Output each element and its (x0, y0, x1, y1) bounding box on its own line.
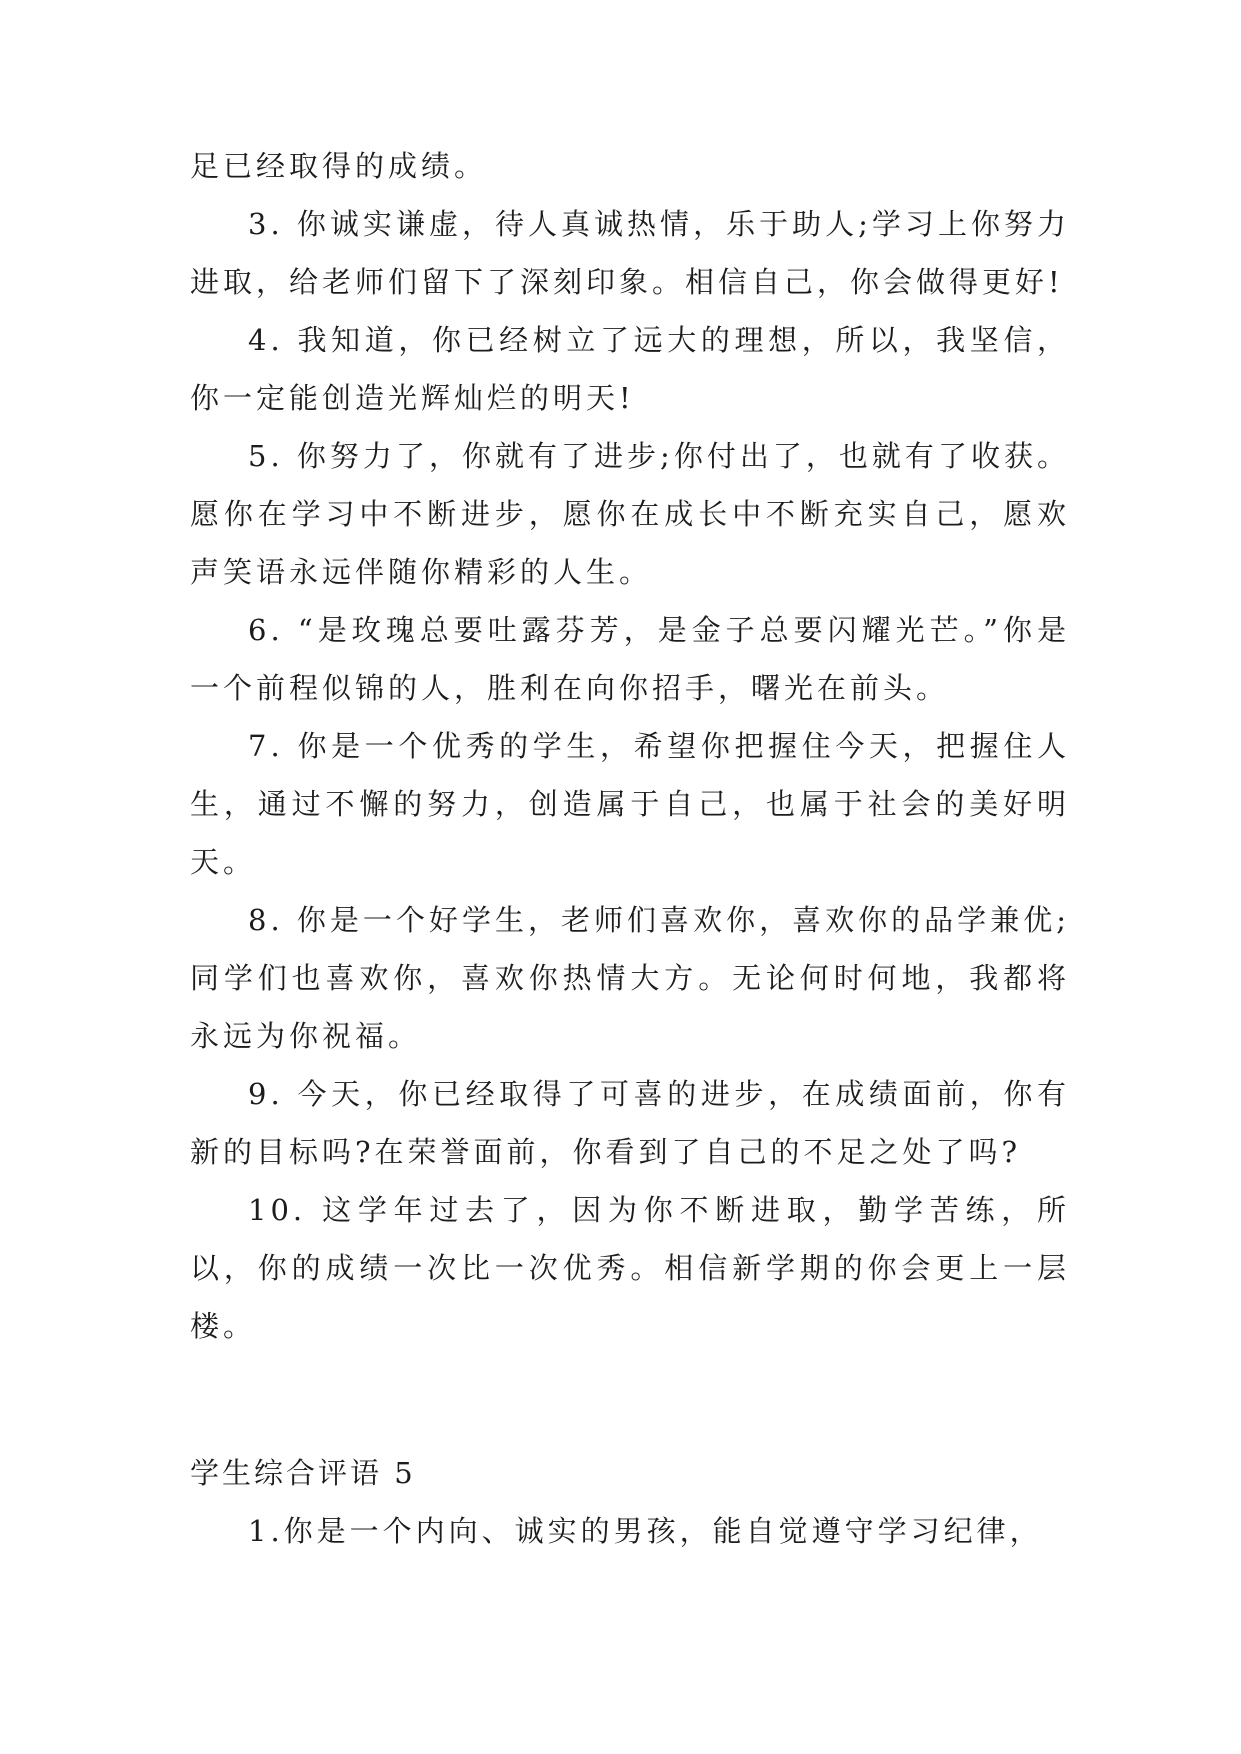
paragraph-item-5: 5. 你努力了，你就有了进步;你付出了，也就有了收获。愿你在学习中不断进步，愿你在成长中不断充实自己，愿欢声笑语永远伴随你精彩的人生。 (190, 439, 1070, 589)
body-text (190, 137, 1070, 1355)
section-body-text (190, 1502, 1070, 1560)
section-paragraph-item-1: 1.你是一个内向、诚实的男孩，能自觉遵守学习纪律， (248, 1514, 1043, 1548)
paragraph-item-3: 3. 你诚实谦虚，待人真诚热情，乐于助人;学习上你努力进取，给老师们留下了深刻印象。相信自己，你会做得更好! (190, 207, 1070, 299)
paragraph-continuation: 足已经取得的成绩。 (190, 149, 488, 183)
paragraph-item-10: 10. 这学年过去了，因为你不断进取，勤学苦练，所以，你的成绩一次比一次优秀。相信新学期的你会更上一层楼。 (190, 1193, 1070, 1343)
paragraph-item-9: 9. 今天，你已经取得了可喜的进步，在成绩面前，你有新的目标吗?在荣誉面前，你看到了自己的不足之处了吗? (190, 1077, 1070, 1169)
paragraph-item-7: 7. 你是一个优秀的学生，希望你把握住今天，把握住人生，通过不懈的努力，创造属于自己，也属于社会的美好明天。 (190, 729, 1070, 879)
paragraph-item-6: 6. “是玫瑰总要吐露芬芳，是金子总要闪耀光芒。”你是一个前程似锦的人，胜利在向你招手，曙光在前头。 (190, 613, 1070, 705)
section-heading: 学生综合评语 5 (190, 1456, 416, 1490)
paragraph-item-4: 4. 我知道，你已经树立了远大的理想，所以，我坚信，你一定能创造光辉灿烂的明天! (190, 323, 1070, 415)
paragraph-item-8: 8. 你是一个好学生，老师们喜欢你，喜欢你的品学兼优;同学们也喜欢你，喜欢你热情大方。无论何时何地，我都将永远为你祝福。 (190, 903, 1070, 1053)
